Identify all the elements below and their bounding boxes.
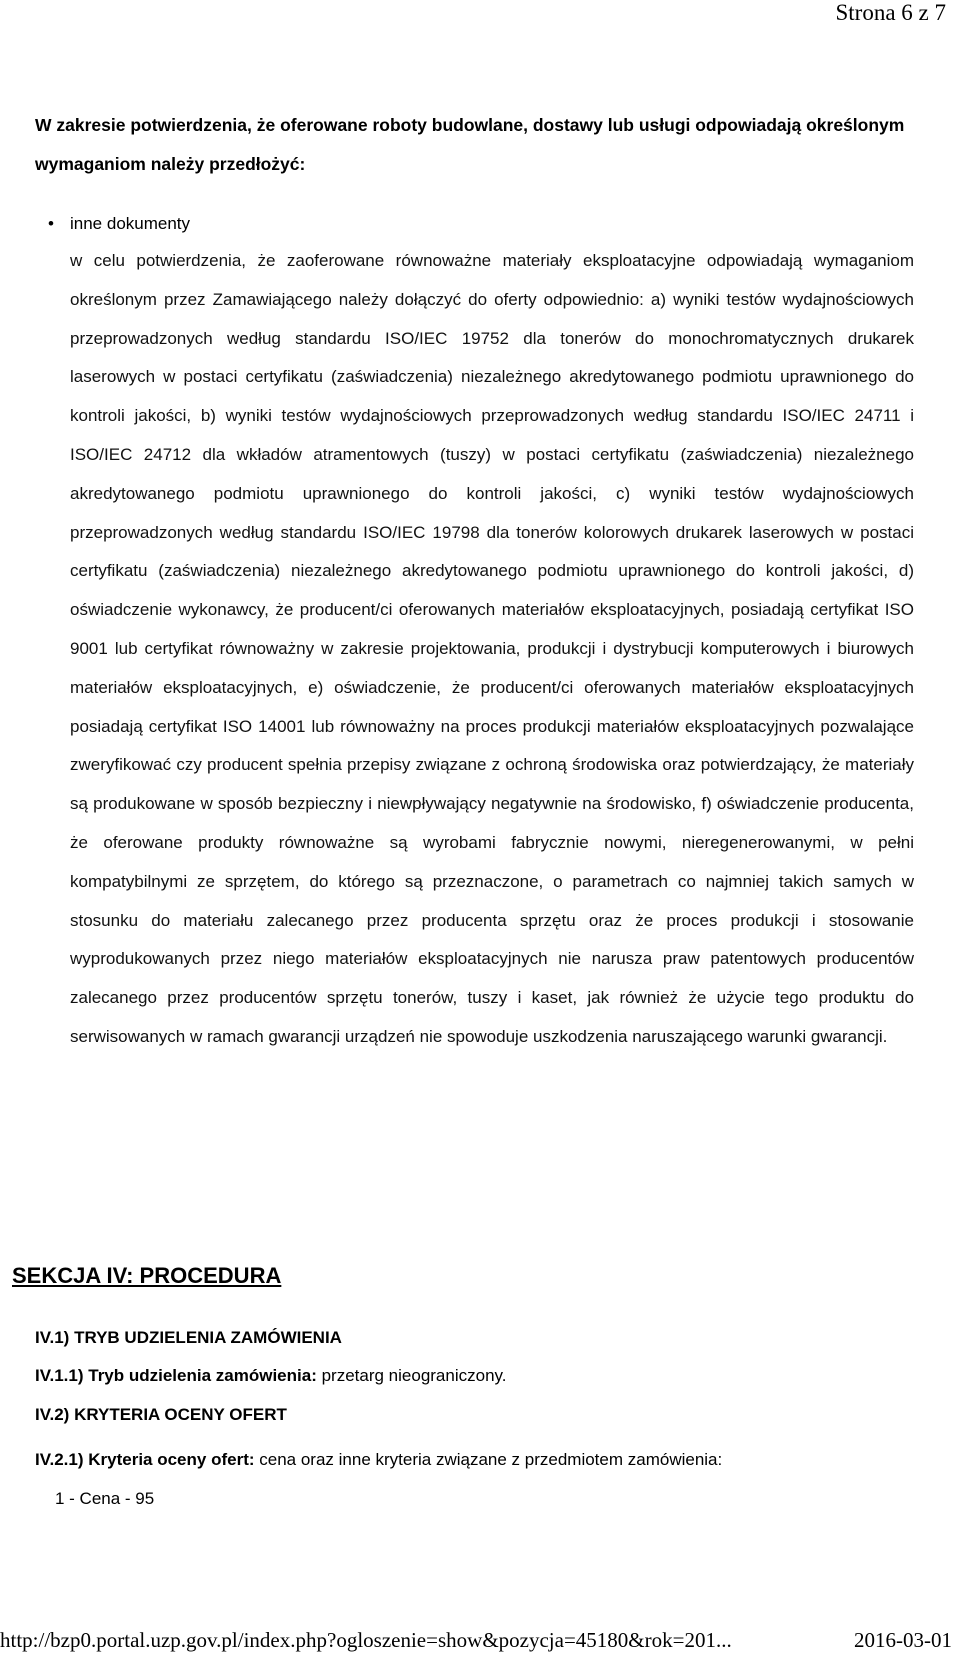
section-title: SEKCJA IV: PROCEDURA: [12, 1263, 282, 1288]
iv11-value: przetarg nieograniczony.: [321, 1366, 507, 1385]
footer-date: 2016-03-01: [854, 1628, 952, 1652]
requirements-list: [48, 204, 914, 243]
footer: [0, 1627, 952, 1654]
iv21-row: [35, 1449, 722, 1471]
iv21-value: cena oraz inne kryteria związane z przedmiotem zamówienia:: [259, 1450, 723, 1469]
page-number: Strona 6 z 7: [835, 0, 946, 25]
iv21-label: IV.2.1) Kryteria oceny ofert:: [35, 1450, 255, 1469]
iv1-heading: [35, 1327, 342, 1349]
requirement-title: inne dokumenty: [70, 214, 191, 233]
iv11-row: [35, 1365, 507, 1387]
bullet-icon: •: [48, 214, 54, 233]
iv11-label: IV.1.1) Tryb udzielenia zamówienia:: [35, 1366, 317, 1385]
criteria-item: 1 - Cena - 95: [55, 1489, 155, 1508]
list-item: [48, 204, 914, 243]
intro-heading: W zakresie potwierdzenia, że oferowane roboty budowlane, dostawy lub usługi odpowiadają określonym wymaganiom należy przedłożyć:: [35, 115, 905, 174]
iv2-heading: [35, 1404, 287, 1426]
iv1-heading-text: IV.1) TRYB UDZIELENIA ZAMÓWIENIA: [35, 1328, 342, 1347]
footer-url: http://bzp0.portal.uzp.gov.pl/index.php?ogloszenie=show&pozycja=45180&rok=201...: [0, 1628, 732, 1652]
iv2-heading-text: IV.2) KRYTERIA OCENY OFERT: [35, 1405, 287, 1424]
requirement-description: w celu potwierdzenia, że zaoferowane równoważne materiały eksploatacyjne odpowiadają wymaganiom określonym przez Zamawiającego należy dołączyć do oferty odpowiednio: a) wyniki testów wydajnościowych przeprowadzonych według standardu ISO/IEC 19752 dla tonerów do monochromatycznych drukarek laserowych w postaci certyfikatu (zaświadczenia) niezależnego akredytowanego podmiotu uprawnionego do kontroli jakości, b) wyniki testów wydajnościowych przeprowadzonych według standardu ISO/IEC 24711 i ISO/IEC 24712 dla wkładów atramentowych (tuszy) w postaci certyfikatu (zaświadczenia) niezależnego akredytowanego podmiotu uprawnionego do kontroli jakości, c) wyniki testów wydajnościowych przeprowadzonych według standardu ISO/IEC 19798 dla tonerów kolorowych drukarek laserowych w postaci certyfikatu (zaświadczenia) niezależnego akredytowanego podmiotu uprawnionego do kontroli jakości, d) oświadczenie wykonawcy, że producent/ci oferowanych materiałów eksploatacyjnych, posiadają certyfikat ISO 9001 lub certyfikat równoważny w zakresie projektowania, produkcji i dystrybucji komputerowych i biurowych materiałów eksploatacyjnych, e) oświadczenie, że producent/ci oferowanych materiałów eksploatacyjnych posiadają certyfikat ISO 14001 lub równoważny na proces produkcji materiałów eksploatacyjnych pozwalające zweryfikować czy producent spełnia przepisy związane z ochroną środowiska oraz potwierdzający, że materiały są produkowane w sposób bezpieczny i niewpływający negatywnie na środowisko, f) oświadczenie producenta, że oferowane produkty równoważne są wyrobami fabrycznie nowymi, nieregenerowanymi, w pełni kompatybilnymi ze sprzętem, do którego są przeznaczone, o parametrach co najmniej takich samych w stosunku do materiału zalecanego przez producenta sprzętu oraz że proces produkcji i stosowanie wyprodukowanych przez niego materiałów eksploatacyjnych nie narusza praw patentowych producentów zalecanego przez producentów sprzętu tonerów, tuszy i kaset, jak również że użycie tego produktu do serwisowanych w ramach gwarancji urządzeń nie spowoduje uszkodzenia naruszającego warunki gwarancji.: [70, 251, 914, 1046]
